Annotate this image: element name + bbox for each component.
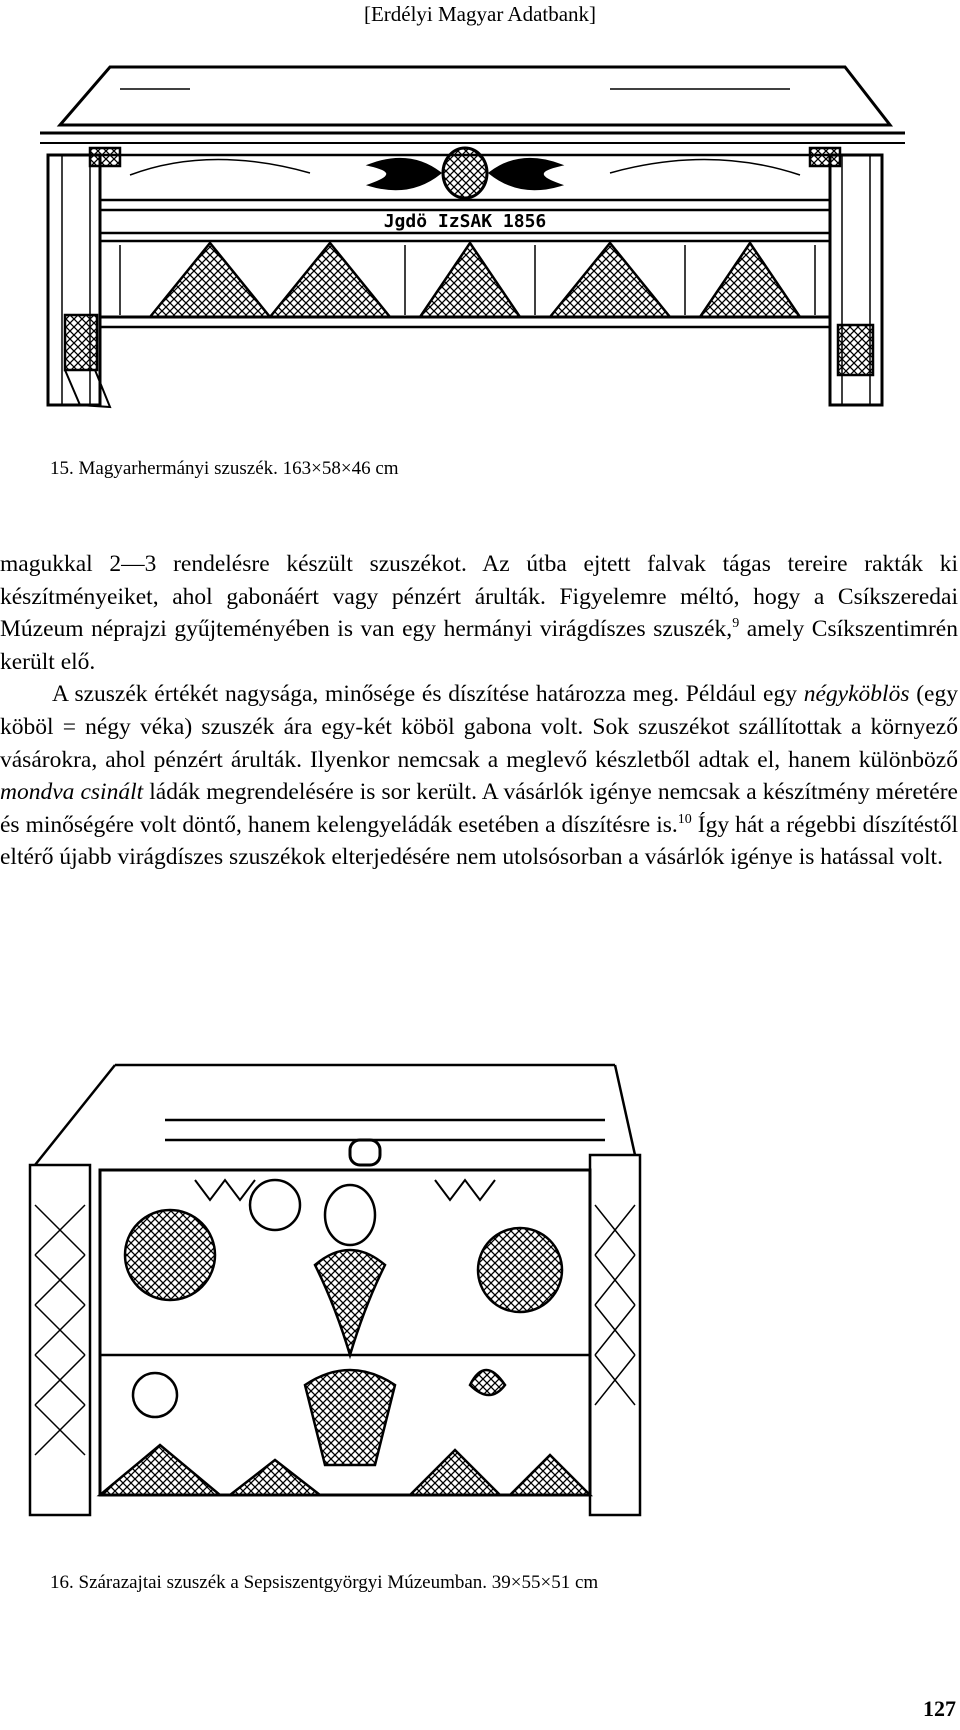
figure-15-caption: 15. Magyarhermányi szuszék. 163×58×46 cm (50, 458, 399, 479)
footnote-ref-10[interactable]: 10 (677, 811, 692, 827)
body-text (0, 548, 958, 874)
paragraph-1: magukkal 2—3 rendelésre készült szuszékot. Az útba ejtett falvak tágas tereire rakták ki készítményeiket, ahol gabonáért vagy pénzért árulták. Figyelemre méltó, hogy a Csíkszeredai Múzeum néprajzi gyűjteményében is van egy hermányi virágdíszes szuszék,$^9$ amely Csíkszentimrén került elő. (0, 551, 958, 675)
chest-inscription: Jgdö IzSAK 1856 (383, 211, 547, 232)
page-number: 127 (923, 1696, 956, 1721)
footnote-ref-9[interactable]: 9 (732, 616, 740, 632)
figure-16-caption: 16. Szárazajtai szuszék a Sepsiszentgyörgyi Múzeumban. 39×55×51 cm (50, 1572, 599, 1593)
chest-drawing-16 (15, 1055, 655, 1525)
chest-drawing-15 (10, 55, 910, 430)
source-header: [Erdélyi Magyar Adatbank] (363, 2, 597, 26)
paragraph-2: A szuszék értékét nagysága, minősége és díszítése határozza meg. Például egy négyköblös (egy köböl = négy véka) szuszék ára egy-két köböl gabona volt. Sok szuszékot szállítottak a környező vásárokra, ahol pénzért árulták. Ilyenkor nemcsak a meglevő készletből adtak el, hanem különböző mondva csinált ládák megrendelésére is sor került. A vásárlók igénye nemcsak a készítmény méretére és minőségére volt döntő, hanem kelengyeládák esetében a díszítésre is.$^{10}$ Így hát a régebbi díszítéstől eltérő újabb virágdíszes szuszékok elterjedésére nem utolsósorban a vásárlók igénye is hatással volt. (0, 681, 958, 871)
